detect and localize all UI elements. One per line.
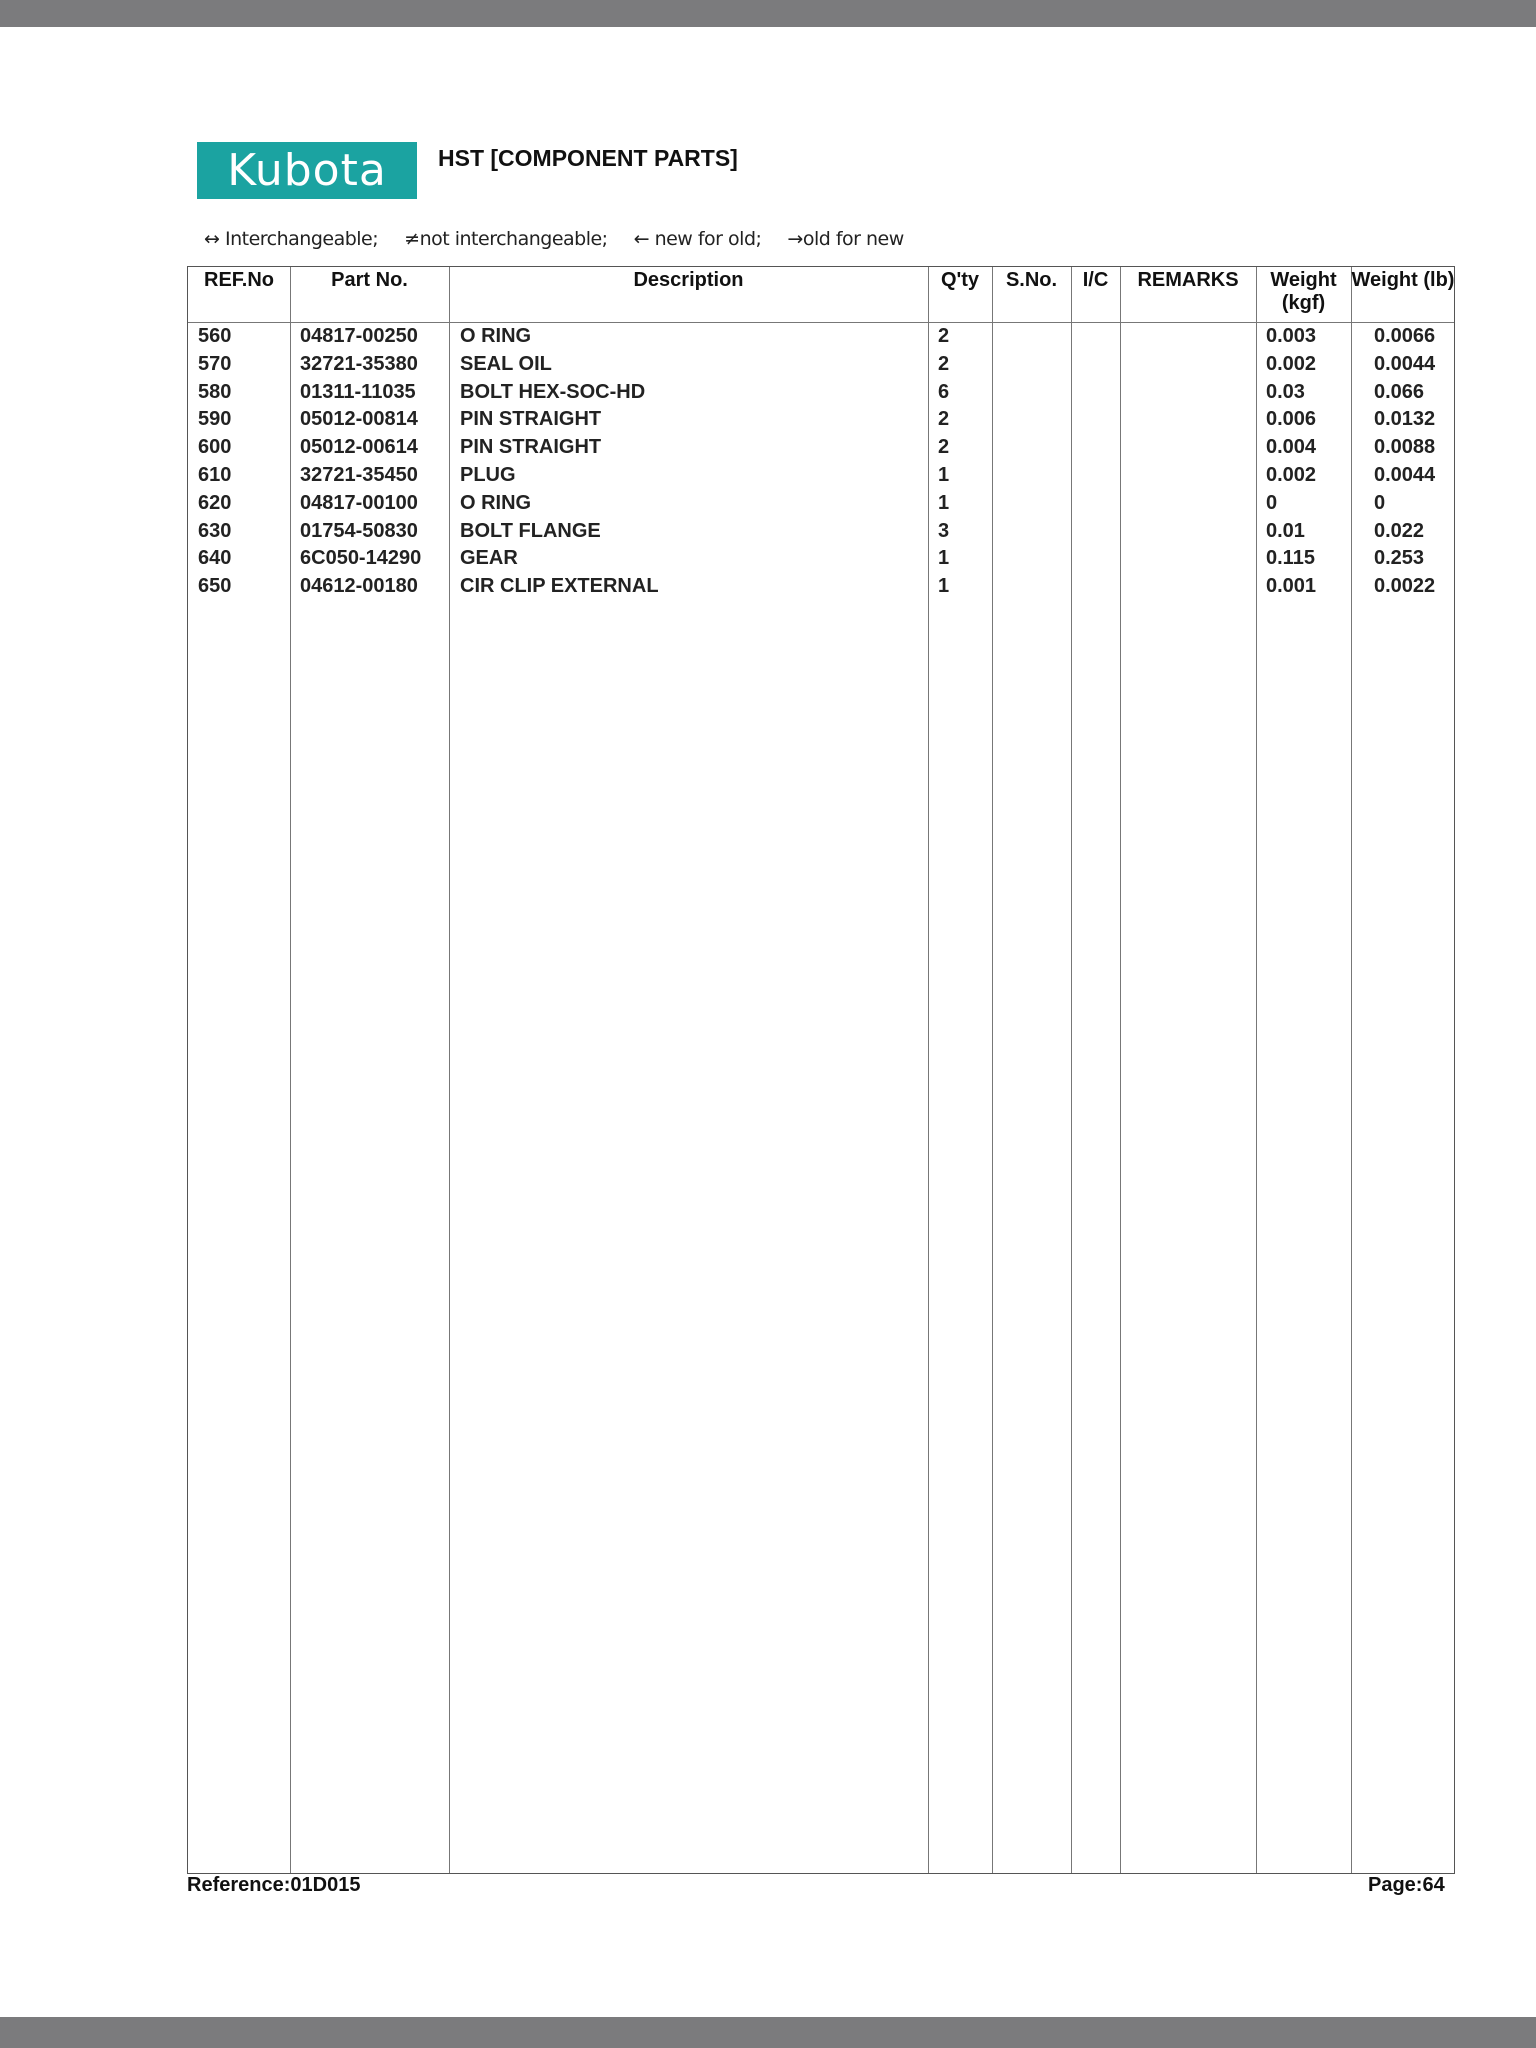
table-row <box>188 322 1454 350</box>
page-number: Page:64 <box>1368 1874 1445 1896</box>
cell-wkg: 0 <box>1266 491 1278 514</box>
legend-item-new-for-old <box>634 228 762 250</box>
legend-text: old for new <box>802 228 904 250</box>
cell-desc: SEAL OIL <box>460 352 552 375</box>
page-title: HST [COMPONENT PARTS] <box>438 145 738 171</box>
legend-text: not interchangeable; <box>419 228 608 250</box>
cell-part: 04612-00180 <box>300 575 418 598</box>
cell-part: 04817-00100 <box>300 491 418 514</box>
cell-wkg: 0.004 <box>1266 436 1317 459</box>
cell-qty: 3 <box>938 519 950 542</box>
interchangeability-legend <box>204 228 1004 250</box>
legend-symbol: ← <box>633 228 650 250</box>
header-weight-lb: Weight (lb) <box>1351 269 1455 291</box>
table-row <box>188 433 1454 461</box>
cell-wkg: 0.03 <box>1266 380 1305 403</box>
header-remarks: REMARKS <box>1137 269 1239 291</box>
viewer-bottom-bar <box>0 2017 1536 2048</box>
cell-desc: O RING <box>460 491 532 514</box>
cell-part: 05012-00614 <box>300 436 418 459</box>
kubota-logo: Kubota <box>197 142 417 199</box>
cell-wlb: 0.0022 <box>1374 575 1436 598</box>
table-row <box>188 405 1454 433</box>
cell-part: 32721-35450 <box>300 464 418 486</box>
table-row <box>188 572 1454 600</box>
cell-qty: 6 <box>938 380 950 403</box>
header-part-no: Part No. <box>331 269 408 291</box>
viewer-top-bar <box>0 0 1536 27</box>
table-row <box>188 544 1454 572</box>
cell-wlb: 0.0132 <box>1374 408 1436 431</box>
cell-part: 04817-00250 <box>300 325 418 347</box>
cell-wkg: 0.001 <box>1266 575 1317 598</box>
cell-qty: 1 <box>938 491 950 514</box>
cell-ref: 600 <box>198 436 232 459</box>
cell-desc: BOLT FLANGE <box>460 519 601 542</box>
header-ic: I/C <box>1082 269 1109 291</box>
cell-ref: 590 <box>198 408 232 431</box>
cell-part: 01311-11035 <box>300 380 416 403</box>
cell-wkg: 0.003 <box>1266 325 1317 347</box>
cell-wlb: 0.253 <box>1374 547 1425 570</box>
cell-wlb: 0.022 <box>1374 519 1425 542</box>
cell-desc: BOLT HEX-SOC-HD <box>460 380 646 403</box>
header-ref-no: REF.No <box>204 269 274 291</box>
cell-part: 32721-35380 <box>300 352 418 375</box>
cell-wlb: 0.0044 <box>1374 464 1436 486</box>
legend-symbol: ↔ <box>204 228 220 250</box>
legend-symbol: → <box>787 228 803 250</box>
parts-table <box>187 266 1455 1874</box>
cell-wkg: 0.002 <box>1266 352 1317 375</box>
cell-desc: PLUG <box>460 464 516 486</box>
legend-symbol: ≠ <box>404 228 420 250</box>
legend-item-not-interchangeable <box>404 228 607 250</box>
cell-qty: 2 <box>938 408 950 431</box>
cell-ref: 620 <box>198 491 232 514</box>
reference-code: Reference:01D015 <box>187 1874 361 1896</box>
cell-qty: 2 <box>938 325 950 347</box>
cell-qty: 1 <box>938 464 950 486</box>
header-serial-no: S.No. <box>1005 269 1058 291</box>
cell-desc: PIN STRAIGHT <box>460 436 602 459</box>
header-description: Description <box>633 269 744 291</box>
cell-wkg: 0.115 <box>1266 547 1315 570</box>
cell-ref: 610 <box>198 464 232 486</box>
cell-desc: PIN STRAIGHT <box>460 408 602 431</box>
table-row <box>188 517 1454 545</box>
cell-qty: 1 <box>938 547 950 570</box>
cell-wlb: 0.066 <box>1374 380 1425 403</box>
legend-text: new for old; <box>654 228 762 250</box>
cell-ref: 560 <box>198 325 232 347</box>
table-row <box>188 350 1454 378</box>
cell-ref: 630 <box>198 519 232 542</box>
cell-ref: 580 <box>198 380 232 403</box>
legend-text: Interchangeable; <box>224 228 379 250</box>
table-row <box>188 378 1454 406</box>
cell-wkg: 0.002 <box>1266 464 1317 486</box>
cell-wlb: 0 <box>1374 491 1386 514</box>
cell-qty: 2 <box>938 436 950 459</box>
cell-wkg: 0.01 <box>1266 519 1305 542</box>
cell-ref: 650 <box>198 575 232 598</box>
cell-desc: O RING <box>460 325 532 347</box>
cell-qty: 1 <box>938 575 950 598</box>
legend-item-interchangeable <box>204 228 378 250</box>
cell-part: 01754-50830 <box>300 519 418 542</box>
cell-part: 6C050-14290 <box>300 547 422 570</box>
header-qty: Q'ty <box>940 269 980 291</box>
cell-part: 05012-00814 <box>300 408 418 431</box>
header-weight-kgf: Weight (kgf) <box>1270 269 1337 314</box>
cell-ref: 570 <box>198 352 232 375</box>
cell-wkg: 0.006 <box>1266 408 1317 431</box>
legend-item-old-for-new <box>787 228 903 250</box>
cell-desc: CIR CLIP EXTERNAL <box>460 575 659 598</box>
cell-qty: 2 <box>938 352 950 375</box>
cell-ref: 640 <box>198 547 232 570</box>
cell-wlb: 0.0088 <box>1374 436 1436 459</box>
cell-desc: GEAR <box>460 547 518 570</box>
cell-wlb: 0.0066 <box>1374 325 1436 347</box>
cell-wlb: 0.0044 <box>1374 352 1436 375</box>
table-row <box>188 489 1454 517</box>
table-row <box>188 461 1454 489</box>
